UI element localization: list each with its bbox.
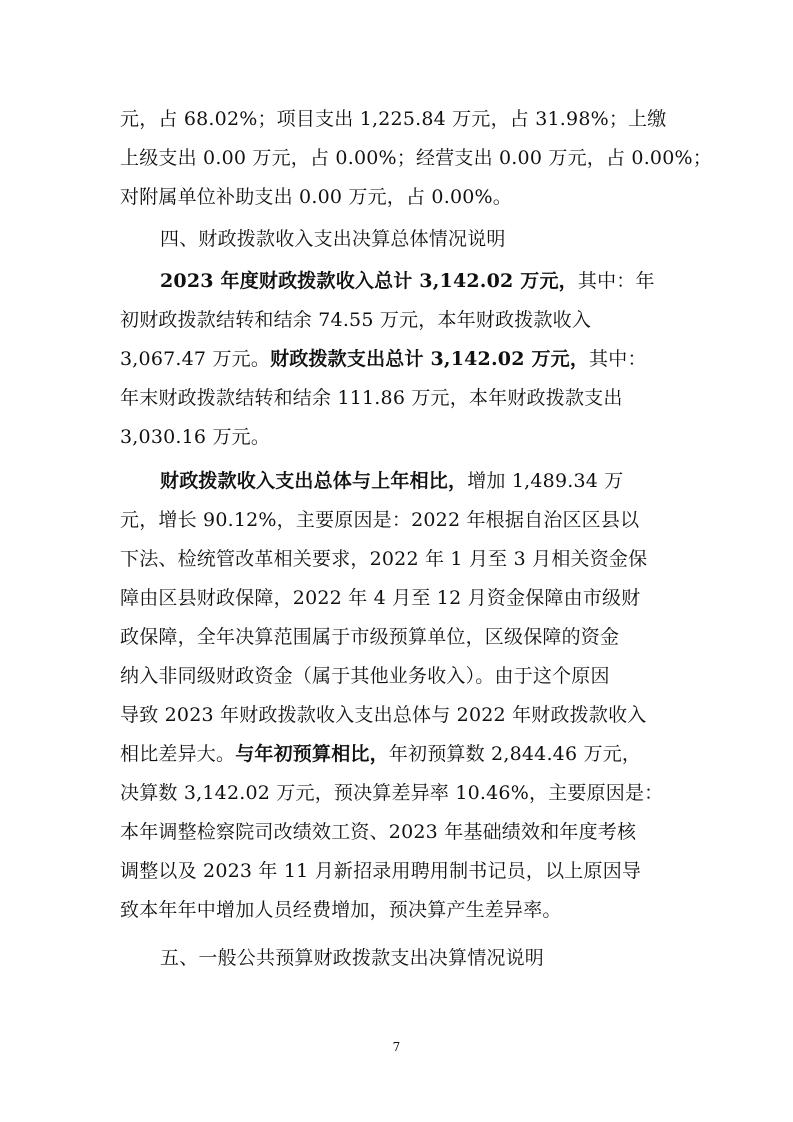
page-number: 7 [392, 1040, 401, 1054]
paragraph-line: 下法、检统管改革相关要求，2022 年 1 月至 3 月相关资金保 [120, 548, 648, 570]
paragraph-line: 政保障，全年决算范围属于市级预算单位，区级保障的资金 [120, 626, 620, 648]
paragraph-line: 对附属单位补助支出 0.00 万元，占 0.00%。 [120, 186, 512, 208]
paragraph-line: 初财政拨款结转和结余 74.55 万元，本年财政拨款收入 [120, 309, 592, 331]
paragraph-line: 导致 2023 年财政拨款收入支出总体与 2022 年财政拨款收入 [120, 704, 647, 726]
text: 相比差异大。 [120, 743, 236, 765]
paragraph-line: 年末财政拨款结转和结余 111.86 万元，本年财政拨款支出 [120, 387, 623, 409]
paragraph-line [120, 741, 680, 767]
bold-text: 2023 年度财政拨款收入总计 3,142.02 万元， [160, 270, 578, 292]
paragraph-line: 元，占 68.02%；项目支出 1,225.84 万元，占 31.98%；上缴 [120, 108, 667, 130]
paragraph-line [160, 268, 680, 294]
section-heading-4: 四、财政拨款收入支出决算总体情况说明 [160, 228, 506, 250]
paragraph-line: 调整以及 2023 年 11 月新招录用聘用制书记员，以上原因导 [120, 860, 642, 882]
bold-text: 财政拨款收入支出总体与上年相比， [160, 470, 468, 492]
paragraph-line: 上级支出 0.00 万元，占 0.00%；经营支出 0.00 万元，占 0.00%； [120, 147, 712, 169]
text: 3,067.47 万元。 [120, 348, 271, 370]
text: 年初预算数 2,844.46 万元， [388, 743, 642, 765]
paragraph-line: 纳入非同级财政资金（属于其他业务收入）。由于这个原因 [120, 665, 610, 687]
paragraph-line: 障由区县财政保障，2022 年 4 月至 12 月资金保障由市级财 [120, 587, 641, 609]
paragraph-line [160, 468, 680, 494]
section-heading-5: 五、一般公共预算财政拨款支出决算情况说明 [160, 947, 545, 969]
text: 增加 1,489.34 万 [467, 470, 624, 492]
text: 其中： [589, 348, 647, 370]
bold-text: 与年初预算相比， [235, 743, 389, 765]
paragraph-line: 3,030.16 万元。 [120, 426, 271, 448]
paragraph-line: 决算数 3,142.02 万元，预决算差异率 10.46%，主要原因是： [120, 782, 664, 804]
paragraph-line [120, 346, 680, 372]
bold-text: 财政拨款支出总计 3,142.02 万元， [270, 348, 590, 370]
paragraph-line: 本年调整检察院司改绩效工资、2023 年基础绩效和年度考核 [120, 821, 637, 843]
paragraph-line: 致本年年中增加人员经费增加，预决算产生差异率。 [120, 899, 562, 921]
paragraph-line: 元，增长 90.12%，主要原因是：2022 年根据自治区区县以 [120, 509, 640, 531]
text: 其中：年 [577, 270, 655, 292]
